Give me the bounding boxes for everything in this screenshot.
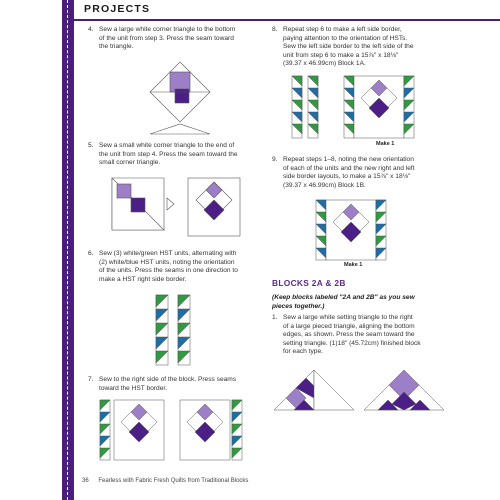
footer-title: Fearless with Fabric Fresh Quilts from Traditional Blocks bbox=[98, 478, 249, 484]
note-line: (Keep blocks labeled "2A and 2B" as you sew bbox=[272, 294, 415, 301]
step-line: of the unit from step 3. Press the seam toward bbox=[99, 34, 234, 42]
step-line: side border layouts, to make a 15⅞" x 18⅛" bbox=[283, 173, 411, 181]
diagram-block-1b bbox=[316, 200, 390, 262]
diagram-step-6-hst-border bbox=[156, 295, 192, 365]
step-number: 4. bbox=[88, 26, 94, 33]
blocks-2a-2b-heading: BLOCKS 2A & 2B bbox=[272, 278, 346, 288]
step-line: toward the HST border. bbox=[99, 384, 168, 392]
step-number: 1. bbox=[272, 314, 278, 321]
step-number: 5. bbox=[88, 142, 94, 149]
step-line: (39.37 x 46.99cm) Block 1A. bbox=[283, 60, 366, 68]
diagram-blocks-2a-2b bbox=[274, 366, 474, 412]
step-line: the unit from step 4. Press the seam toward the bbox=[99, 150, 238, 158]
step-line: (39.37 x 46.99cm) Block 1B. bbox=[283, 181, 366, 189]
page-number: 36 bbox=[82, 478, 89, 484]
step-line: the triangle. bbox=[99, 43, 134, 51]
step-line: for each type. bbox=[283, 348, 323, 356]
step-line: (2) white/blue HST units, noting the orientation bbox=[99, 258, 235, 266]
step-line: edges, as shown. Press the seam toward the bbox=[283, 331, 415, 339]
step-line: small corner triangle. bbox=[99, 159, 161, 167]
diagram-step-7 bbox=[100, 400, 260, 462]
step-line: unit from step 6 to make a 15⅞" x 18⅛" bbox=[283, 51, 399, 59]
step-line: Sew the left side border to the left side of the bbox=[283, 43, 414, 51]
step-line: setting triangle. (1)18" (45.72cm) finished block bbox=[283, 339, 421, 347]
section-spine bbox=[62, 0, 74, 500]
step-line: of a large pieced triangle, aligning the bottom bbox=[283, 322, 415, 330]
step-number: 7. bbox=[88, 376, 94, 383]
step-number: 8. bbox=[272, 26, 278, 33]
note-line: pieces together.) bbox=[272, 302, 325, 310]
blocks-2-note bbox=[272, 294, 482, 311]
step-line: Repeat steps 1–8, noting the new orientation bbox=[283, 156, 414, 163]
step-line: paying attention to the orientation of HSTs. bbox=[283, 34, 408, 42]
step-line: Sew a large white corner triangle to the bottom bbox=[99, 26, 236, 33]
step-number: 9. bbox=[272, 156, 278, 163]
step-line: make a HST right side border. bbox=[99, 275, 187, 283]
step-number: 6. bbox=[88, 250, 94, 257]
spine-stitch-line bbox=[67, 0, 68, 500]
page-footer bbox=[82, 478, 248, 484]
diagram-block-1a bbox=[292, 76, 482, 142]
step-line: Sew to the right side of the block. Press seams bbox=[99, 376, 237, 383]
step-line: Repeat step 6 to make a left side border, bbox=[283, 26, 402, 33]
caption-make-1b: Make 1 bbox=[344, 262, 363, 268]
step-line: Sew (3) white/green HST units, alternating with bbox=[99, 250, 237, 257]
section-header bbox=[74, 0, 500, 20]
step-line: of the units. Press the seams in one direction to bbox=[99, 267, 238, 275]
section-title: PROJECTS bbox=[84, 3, 151, 15]
diagram-step-4 bbox=[130, 62, 230, 134]
diagram-step-5 bbox=[112, 178, 247, 240]
step-line: Sew a small white corner triangle to the end of bbox=[99, 142, 235, 149]
caption-make-1a: Make 1 bbox=[376, 141, 395, 147]
step-line: of each of the units and the new right and left bbox=[283, 164, 415, 172]
step-line: Sew a large white setting triangle to the right bbox=[283, 314, 413, 321]
page-margin bbox=[0, 0, 66, 500]
